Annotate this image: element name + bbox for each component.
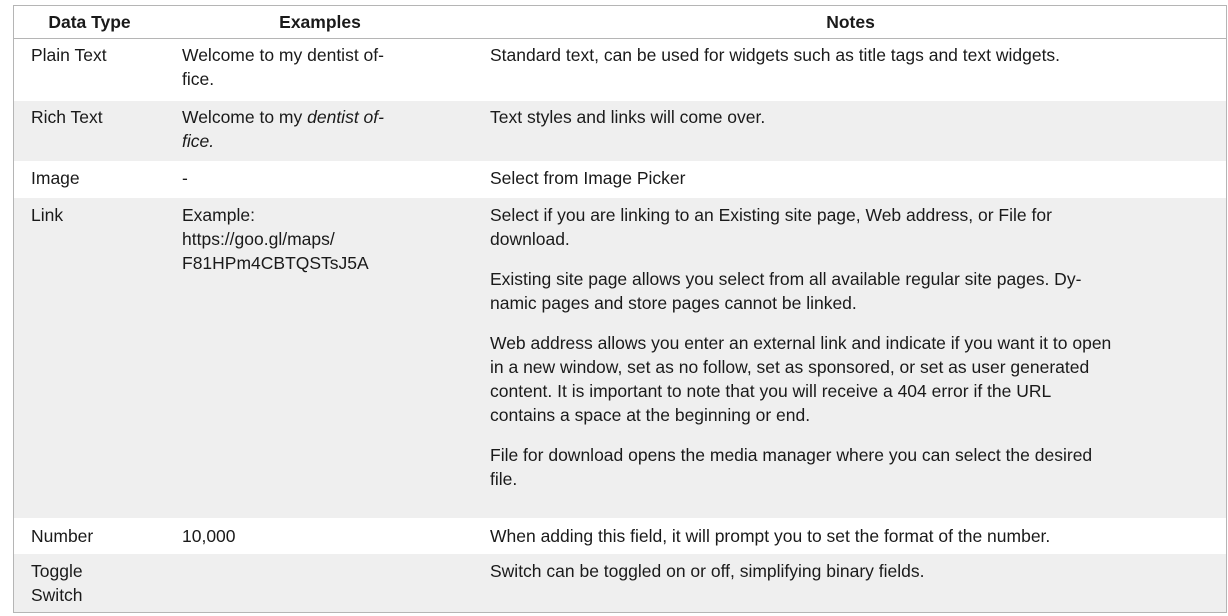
table-row-plain-text	[14, 39, 1226, 101]
cell-example	[165, 105, 475, 153]
notes-paragraph	[490, 443, 1218, 491]
cell-example	[165, 166, 475, 190]
table-row-number	[14, 518, 1226, 554]
table-row-rich-text	[14, 101, 1226, 161]
header-examples: Examples	[279, 11, 361, 32]
cell-data-type	[14, 43, 165, 67]
cell-notes	[475, 43, 1226, 67]
notes-line: namic pages and store pages cannot be linked.	[490, 293, 857, 313]
example-line: -	[182, 168, 188, 188]
example-line	[182, 105, 475, 129]
cell-data-type	[14, 524, 165, 548]
example-line: F81HPm4CBTQSTsJ5A	[182, 253, 369, 273]
notes-text: When adding this field, it will prompt you to set the format of the number.	[490, 526, 1051, 546]
notes-line: content. It is important to note that you will receive a 404 error if the URL	[490, 381, 1052, 401]
data-types-table	[13, 5, 1227, 613]
notes-text: Standard text, can be used for widgets such as title tags and text widgets.	[490, 45, 1061, 65]
cell-data-type	[14, 166, 165, 190]
table-row-image	[14, 161, 1226, 198]
cell-data-type	[14, 559, 165, 607]
example-plain-part: Welcome to my	[182, 107, 308, 127]
notes-text: Switch can be toggled on or off, simplifying binary fields.	[490, 561, 925, 581]
example-italic-part: fice.	[182, 131, 215, 151]
data-type-text: Rich Text	[31, 107, 103, 127]
data-type-text: Number	[31, 526, 94, 546]
notes-line: Web address allows you enter an external link and indicate if you want it to open	[490, 333, 1112, 353]
example-italic-part: dentist of-	[307, 107, 384, 127]
notes-paragraph	[490, 331, 1218, 427]
notes-line: Existing site page allows you select from all available regular site pages. Dy-	[490, 269, 1082, 289]
cell-example	[165, 43, 475, 91]
notes-text: Text styles and links will come over.	[490, 107, 766, 127]
cell-data-type	[14, 203, 165, 227]
notes-line: download.	[490, 229, 570, 249]
example-line: https://goo.gl/maps/	[182, 229, 335, 249]
cell-notes	[475, 166, 1226, 190]
example-line: Example:	[182, 205, 255, 225]
data-type-text: Toggle	[31, 561, 83, 581]
notes-line: file.	[490, 469, 518, 489]
example-line	[182, 129, 475, 153]
notes-line: in a new window, set as no follow, set as sponsored, or set as user generated	[490, 357, 1090, 377]
table-row-link	[14, 198, 1226, 518]
notes-paragraph	[490, 203, 1218, 251]
table-header-row	[14, 6, 1226, 39]
notes-text: Select from Image Picker	[490, 168, 686, 188]
notes-paragraph	[490, 267, 1218, 315]
cell-example	[165, 203, 475, 275]
cell-data-type	[14, 105, 165, 129]
cell-notes	[475, 203, 1226, 491]
data-type-text: Plain Text	[31, 45, 107, 65]
cell-notes	[475, 524, 1226, 548]
cell-example	[165, 524, 475, 548]
cell-notes	[475, 105, 1226, 129]
data-type-text: Switch	[31, 585, 83, 605]
example-line: Welcome to my dentist of-	[182, 45, 384, 65]
example-line: 10,000	[182, 526, 236, 546]
header-notes: Notes	[826, 11, 875, 32]
data-type-text: Image	[31, 168, 80, 188]
notes-line: File for download opens the media manager where you can select the desired	[490, 445, 1093, 465]
cell-notes	[475, 559, 1226, 583]
example-line: fice.	[182, 69, 215, 89]
data-type-text: Link	[31, 205, 64, 225]
notes-line: contains a space at the beginning or end.	[490, 405, 811, 425]
notes-line: Select if you are linking to an Existing site page, Web address, or File for	[490, 205, 1052, 225]
header-data-type: Data Type	[48, 11, 131, 32]
table-row-toggle-switch	[14, 554, 1226, 612]
